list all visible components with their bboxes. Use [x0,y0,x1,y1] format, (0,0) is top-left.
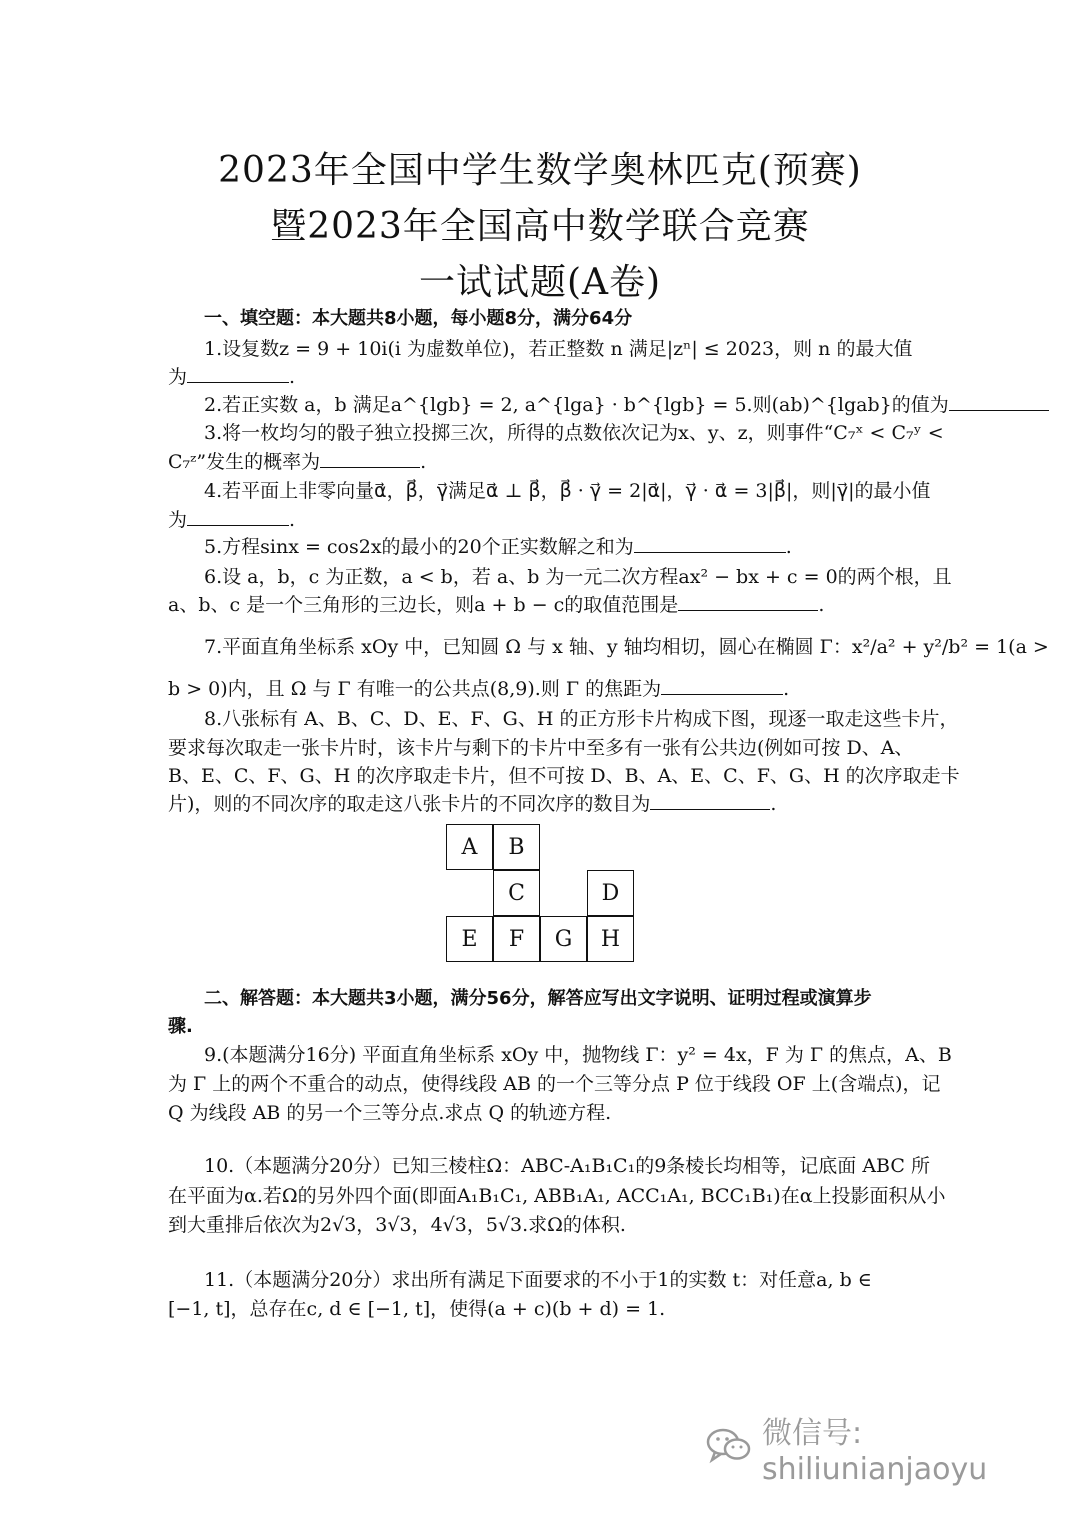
title-line-3: 一试试题(A卷) [418,262,662,303]
card-f: F [493,916,540,962]
answer-blank-5[interactable] [634,534,786,553]
problem-3-line-2: C₇ᶻ”发生的概率为 . [168,451,427,473]
title-line-1: 2023年全国中学生数学奥林匹克(预赛) [218,150,862,191]
wechat-icon [706,1428,752,1468]
problem-9-line-1: 9.(本题满分16分) 平面直角坐标系 xOy 中，抛物线 Γ：y² = 4x，F 为 Γ 的焦点，A、B [204,1044,952,1066]
problem-5-line-1: 5.方程sinx = cos2x的最小的20个正实数解之和为 . [204,536,792,558]
problem-6-line-1: 6.设 a，b，c 为正数，a < b，若 a、b 为一元二次方程ax² − bx + c = 0的两个根，且 [204,566,952,588]
problem-6-line-2: a、b、c 是一个三角形的三边长，则a + b − c的取值范围是 . [168,594,825,616]
problem-9-line-3: Q 为线段 AB 的另一个三等分点.求点 Q 的轨迹方程. [168,1102,612,1124]
answer-blank-2[interactable] [949,392,1049,411]
answer-blank-7[interactable] [661,676,783,695]
problem-10-line-3: 到大重排后依次为2√3，3√3，4√3，5√3.求Ω的体积. [168,1214,626,1236]
problem-8-line-2: 要求每次取走一张卡片时，该卡片与剩下的卡片中至多有一张有公共边(例如可按 D、A、 [168,737,914,759]
problem-8-line-4: 片)，则的不同次序的取走这八张卡片的不同次序的数目为 . [168,793,777,815]
problem-3-line-1: 3.将一枚均匀的骰子独立投掷三次，所得的点数依次记为x、y、z，则事件“C₇ˣ < C₇ʸ < [204,422,944,444]
problem-11-line-2: [−1, t]，总存在c, d ∈ [−1, t]，使得(a + c)(b + d) = 1. [168,1298,666,1320]
card-b: B [493,824,540,870]
card-a: A [446,824,493,870]
problem-8-line-3: B、E、C、F、G、H 的次序取走卡片，但不可按 D、B、A、E、C、F、G、H 的次序取走卡 [168,765,960,787]
problem-2-line-1: 2.若正实数 a，b 满足a^{lgb} = 2, a^{lga} · b^{lgb} = 5.则(ab)^{lgab}的值为 [204,390,954,417]
section-2-heading-line-1: 二、解答题：本大题共3小题，满分56分，解答应写出文字说明、证明过程或演算步 [204,988,872,1009]
problem-1-line-1: 1.设复数z = 9 + 10i(i 为虚数单位)，若正整数 n 满足|zⁿ| ≤ 2023，则 n 的最大值 [204,338,913,360]
problem-10-line-1: 10.（本题满分20分）已知三棱柱Ω：ABC-A₁B₁C₁的9条棱长均相等，记底面 ABC 所 [204,1155,930,1177]
answer-blank-8[interactable] [650,791,770,810]
watermark [706,1408,1080,1487]
problem-10-line-2: 在平面为α.若Ω的另外四个面(即面A₁B₁C₁, ABB₁A₁, ACC₁A₁, BCC₁B₁)在α上投影面积从小 [168,1185,946,1207]
problem-4-line-1: 4.若平面上非零向量α⃗，β⃗，γ⃗满足α⃗ ⊥ β⃗，β⃗ · γ⃗ = 2|α⃗|，γ⃗ · α⃗ = 3|β⃗|，则|γ⃗|的最小值 [204,480,931,502]
answer-blank-4[interactable] [187,507,289,526]
card-d: D [587,870,634,916]
section-1-heading: 一、填空题：本大题共8小题，每小题8分，满分64分 [204,308,633,329]
answer-blank-1[interactable] [187,364,289,383]
card-e: E [446,916,493,962]
card-c: C [493,870,540,916]
problem-7-line-2: b > 0)内，且 Ω 与 Γ 有唯一的公共点(8,9).则 Γ 的焦距为 . [168,678,790,700]
section-2-heading-line-2: 骤. [168,1016,193,1037]
card-g: G [540,916,587,962]
problem-7-line-1: 7.平面直角坐标系 xOy 中，已知圆 Ω 与 x 轴、y 轴均相切，圆心在椭圆 Γ：x²/a² + y²/b² = 1(a > [204,636,1049,658]
problem-4-line-2: 为 . [168,509,296,531]
problem-1-line-2: 为 . [168,366,296,388]
watermark-text: 微信号: shiliunianjaoyu [762,1416,988,1487]
title-line-2: 暨2023年全国高中数学联合竞赛 [270,206,810,247]
problem-8-line-1: 8.八张标有 A、B、C、D、E、F、G、H 的正方形卡片构成下图，现逐一取走这些卡片， [204,708,959,730]
problem-9-line-2: 为 Γ 上的两个不重合的动点，使得线段 AB 的一个三等分点 P 位于线段 OF 上(含端点)，记 [168,1073,941,1095]
answer-blank-3[interactable] [320,449,420,468]
answer-blank-6[interactable] [678,592,818,611]
card-h: H [587,916,634,962]
problem-11-line-1: 11.（本题满分20分）求出所有满足下面要求的不小于1的实数 t：对任意a, b ∈ [204,1269,872,1291]
